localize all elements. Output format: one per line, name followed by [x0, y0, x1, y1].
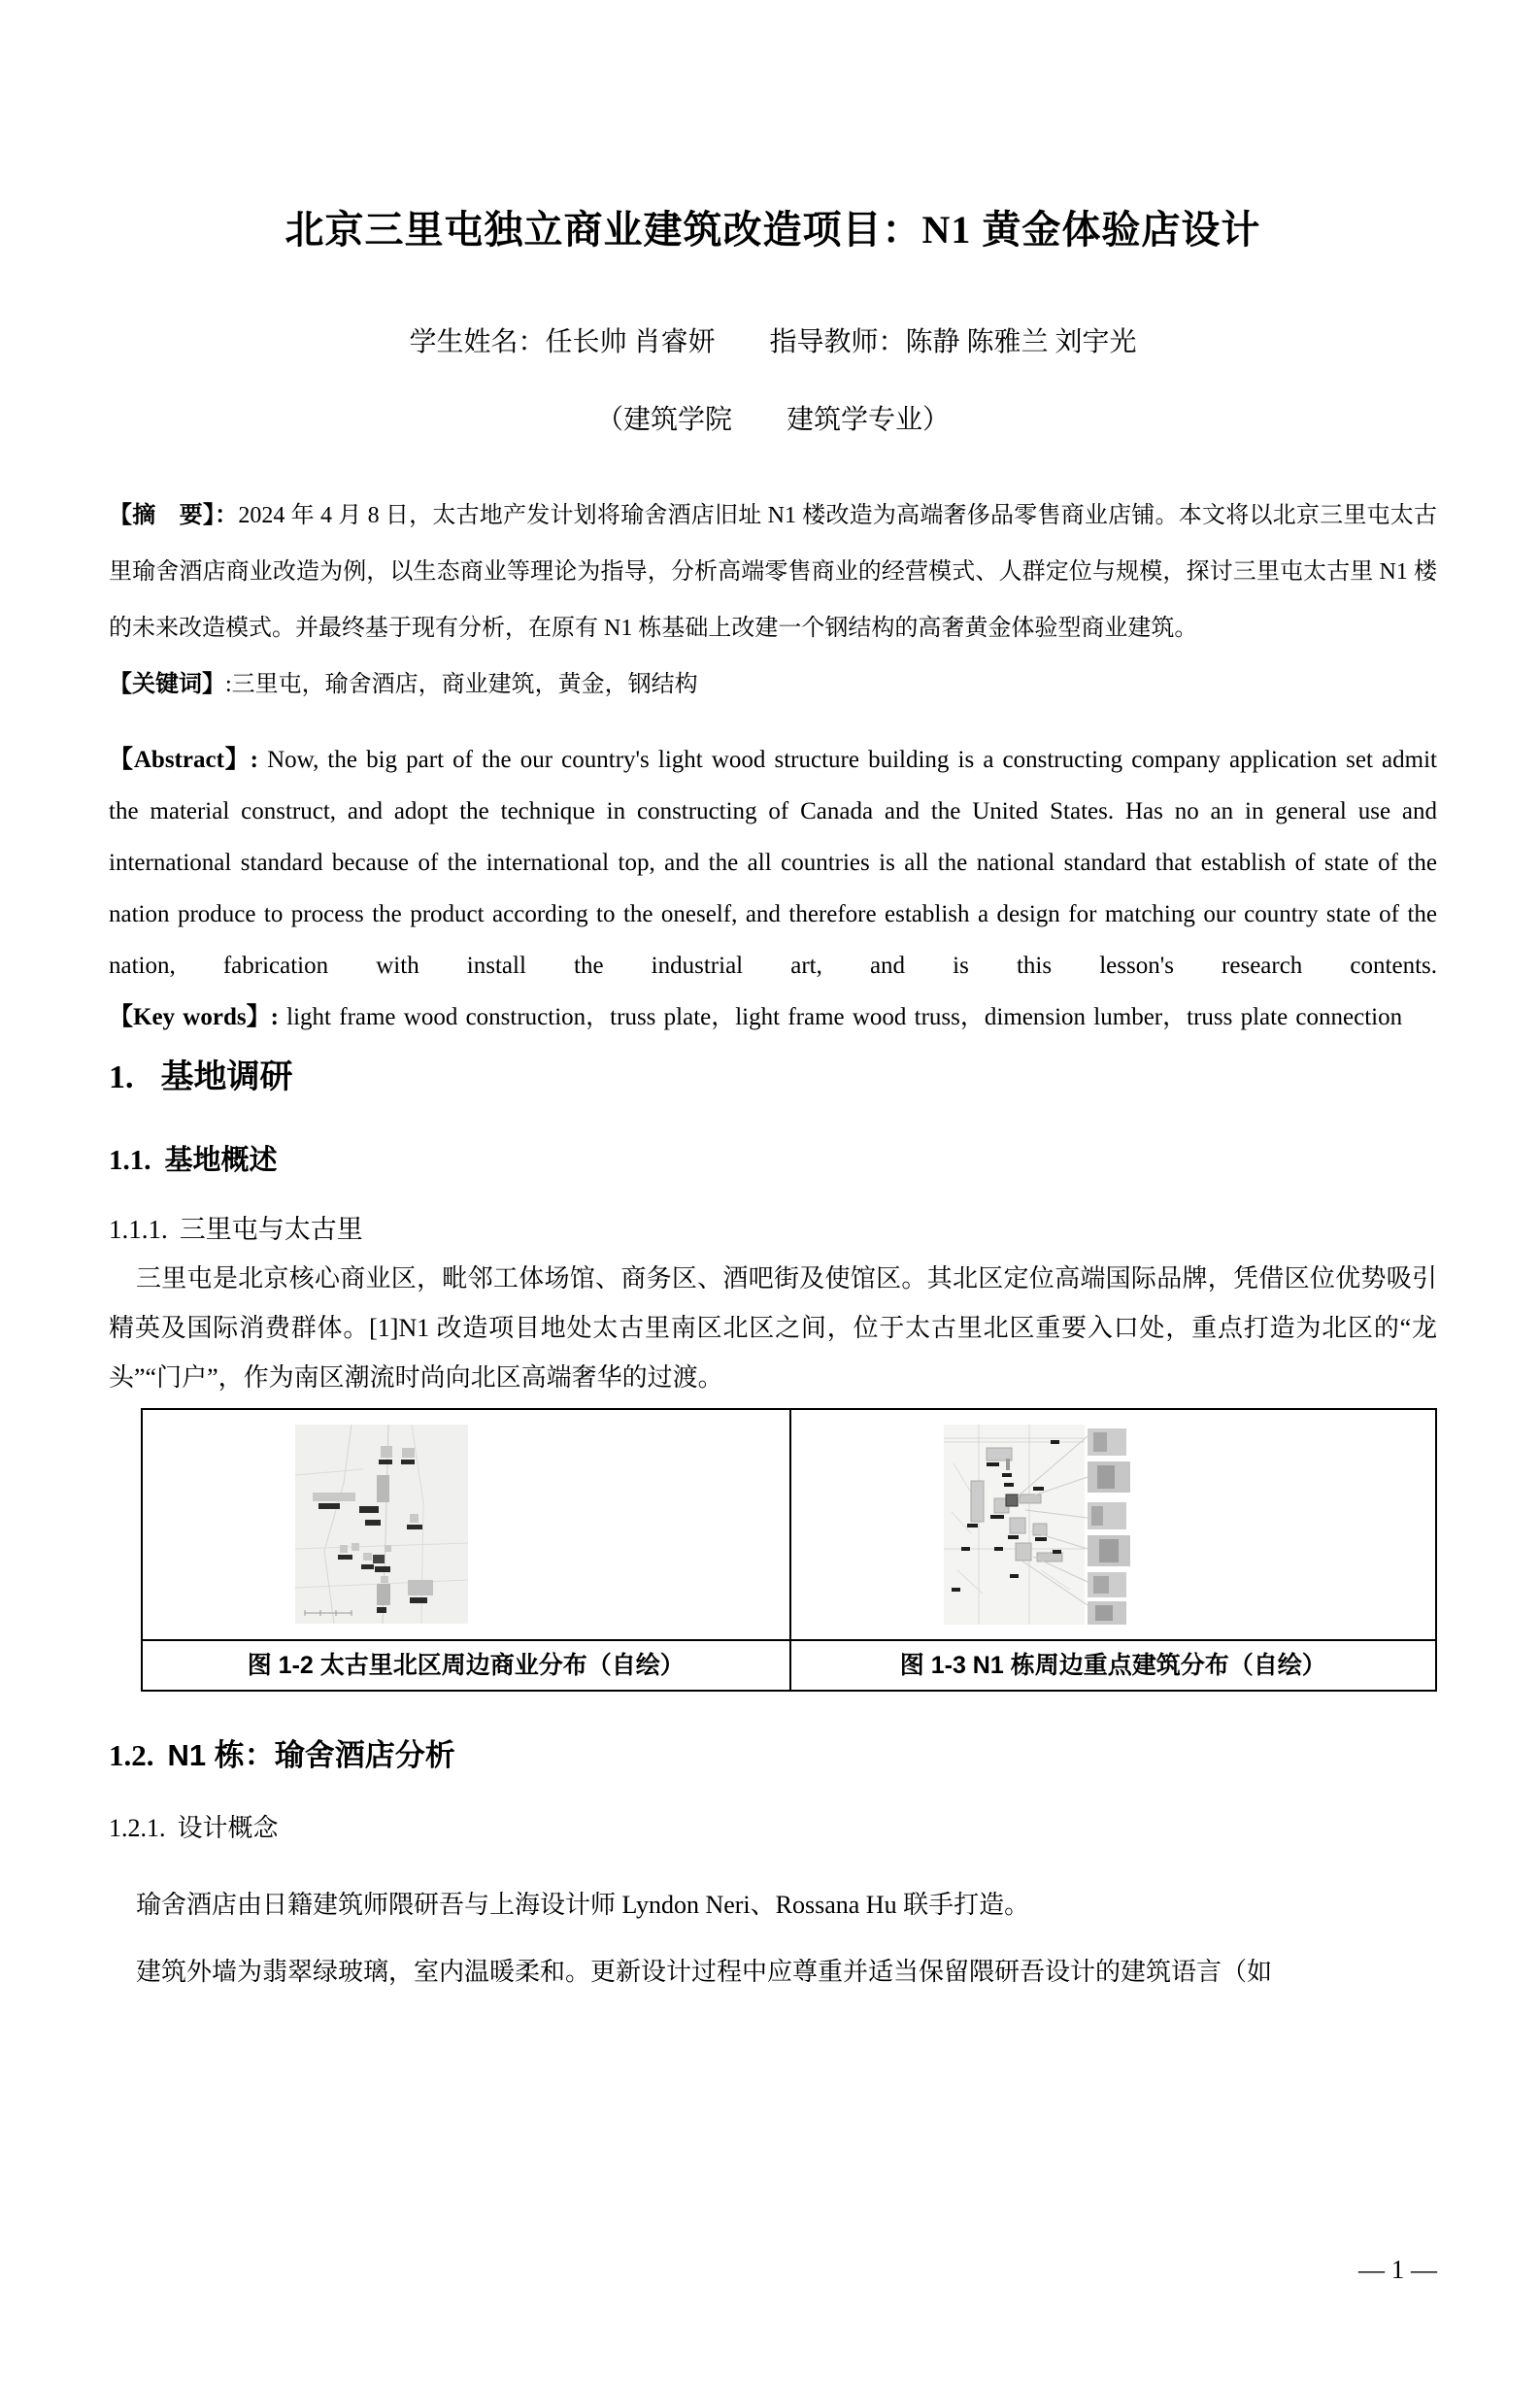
- abstract-zh-text: 2024 年 4 月 8 日，太古地产发计划将瑜舍酒店旧址 N1 楼改造为高端奢侈品零售商业店铺。本文将以北京三里屯太古里瑜舍酒店商业改造为例，以生态商业等理论为指导，分析高端零售商业的经营模式、人群定位与规模，探讨三里屯太古里 N1 楼的未来改造模式。并最终基于现有分析，在原有 N1 栋基础上改建一个钢结构的高奢黄金体验型商业建筑。: [109, 503, 1437, 641]
- section-1-1-title: 基地概述: [164, 1145, 278, 1176]
- figure-caption-1-3: 图 1-3 N1 栋周边重点建筑分布（自绘）: [789, 1641, 1436, 1690]
- figure-caption-row: [143, 1639, 1435, 1690]
- abstract-en-label: 【Abstract】:: [109, 747, 268, 773]
- section-heading-1: [109, 1055, 1437, 1100]
- figure-image-row: [143, 1410, 1435, 1639]
- figure-cell-1-3: [789, 1410, 1436, 1639]
- map-key-buildings-image: [944, 1425, 1134, 1625]
- section-heading-1-1: [109, 1141, 1437, 1180]
- section-1-1-1-title: 三里屯与太古里: [179, 1215, 363, 1244]
- abstract-en: [109, 734, 1437, 991]
- paragraph-1-2-1-b: 建筑外墙为翡翠绿玻璃，室内温暖柔和。更新设计过程中应尊重并适当保留隈研吾设计的建筑语言（如: [136, 1958, 1273, 1986]
- keywords-en-text: light frame wood construction，truss plate，light frame wood truss，dimension lumber，truss plate connection: [286, 1004, 1403, 1030]
- section-1-title: 基地调研: [160, 1058, 293, 1095]
- figure-1-2-image: [295, 1425, 468, 1629]
- figure-cell-1-2: [143, 1410, 789, 1639]
- figure-1-3-image: [944, 1425, 1134, 1629]
- keywords-zh-text: :三里屯，瑜舍酒店，商业建筑，黄金，钢结构: [225, 672, 698, 697]
- section-1-1-number: 1.1.: [109, 1145, 151, 1176]
- abstract-zh: [109, 487, 1437, 656]
- authors-line: 学生姓名：任长帅 肖睿妍 指导教师：陈静 陈雅兰 刘宇光: [409, 327, 1137, 357]
- section-1-1-1-number: 1.1.1.: [109, 1215, 168, 1244]
- paragraph-1-2-1-a: 瑜舍酒店由日籍建筑师隈研吾与上海设计师 Lyndon Neri、Rossana Hu 联手打造。: [136, 1891, 1030, 1919]
- section-1-2-title: N1 栋：瑜舍酒店分析: [167, 1738, 455, 1772]
- section-heading-1-2-1: [109, 1810, 1437, 1847]
- section-heading-1-1-1: [109, 1211, 1437, 1248]
- section-1-2-1-number: 1.2.1.: [109, 1814, 166, 1842]
- section-1-2-number: 1.2.: [109, 1738, 154, 1772]
- abstract-zh-label: 【摘 要】：: [109, 503, 239, 528]
- section-1-number: 1.: [109, 1059, 134, 1095]
- keywords-en: [109, 991, 1437, 1043]
- map-commercial-distribution-image: [295, 1425, 468, 1624]
- affiliation-line: （建筑学院 建筑学专业）: [595, 405, 950, 435]
- figure-caption-1-2: 图 1-2 太古里北区周边商业分布（自绘）: [247, 1652, 685, 1679]
- keywords-zh: [109, 656, 1437, 713]
- page-title: 北京三里屯独立商业建筑改造项目：N1 黄金体验店设计: [285, 208, 1261, 252]
- keywords-en-label: 【Key words】:: [109, 1004, 287, 1030]
- section-heading-1-2: [109, 1734, 1437, 1777]
- page-number: — 1 —: [1358, 2255, 1437, 2284]
- abstract-en-text: Now, the big part of the our country's light wood structure building is a constructing company application set admit the material construct, and adopt the technique in constructing of Canada and the United States. Has no an in general use and international standard because of the international top, and the all countries is all the national standard that establish of state of the nation produce to process the product according to the oneself, and therefore establish a design for matching our country state of the nation, fabrication with install the industrial art, and is this lesson's research contents.: [109, 747, 1437, 979]
- keywords-zh-label: 【关键词】: [109, 672, 225, 697]
- section-1-2-1-title: 设计概念: [177, 1814, 279, 1842]
- document-page: [0, 204, 1540, 2384]
- paragraph-1-1-1: 三里屯是北京核心商业区，毗邻工体场馆、商务区、酒吧街及使馆区。其北区定位高端国际品牌，凭借区位优势吸引精英及国际消费群体。[1]N1 改造项目地处太古里南区北区之间，位于太古里北区重要入口处，重点打造为北区的“龙头”“门户”，作为南区潮流时尚向北区高端奢华的过渡。: [109, 1264, 1437, 1392]
- figure-table: [141, 1408, 1437, 1692]
